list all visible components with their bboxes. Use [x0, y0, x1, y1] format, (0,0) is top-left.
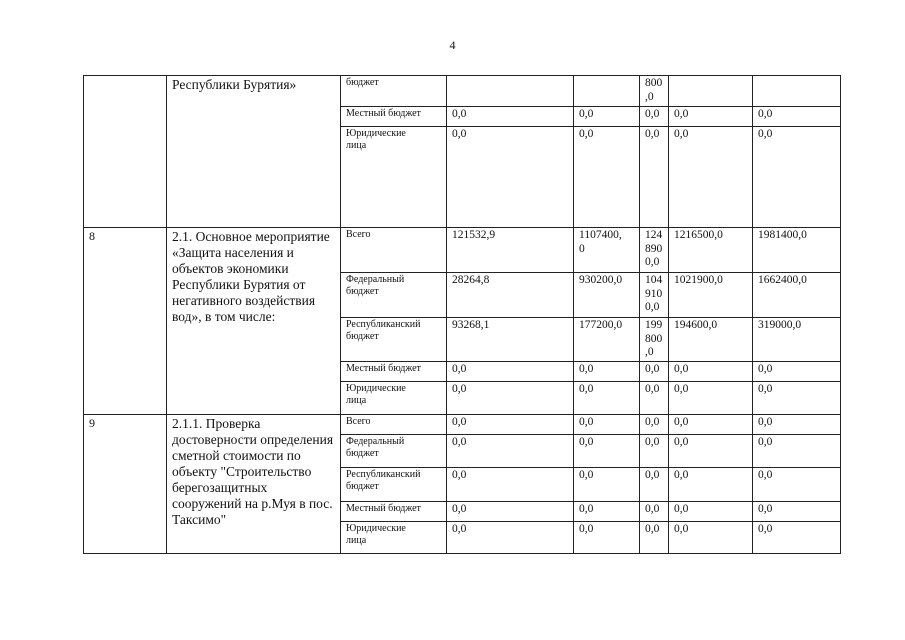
value-cell: 199 800 ,0: [640, 318, 669, 362]
value-cell: 194600,0: [669, 318, 753, 362]
budget-table: [83, 75, 841, 554]
funding-source: Юридические лица: [341, 382, 447, 415]
value-cell: 0,0: [753, 522, 841, 554]
value-cell: 0,0: [669, 502, 753, 522]
value-cell: 28264,8: [447, 273, 574, 318]
value-cell: 319000,0: [753, 318, 841, 362]
value-cell: 0,0: [574, 468, 640, 502]
table-row: [84, 228, 841, 273]
value-cell: 0,0: [753, 382, 841, 415]
value-cell: 0,0: [640, 362, 669, 382]
row-number: 9: [84, 415, 167, 554]
value-cell: 1021900,0: [669, 273, 753, 318]
value-cell: 0,0: [640, 382, 669, 415]
value-cell: 0,0: [753, 127, 841, 228]
value-cell: 0,0: [447, 468, 574, 502]
value-cell: 0,0: [447, 127, 574, 228]
value-cell: 0,0: [640, 415, 669, 435]
funding-source: Местный бюджет: [341, 502, 447, 522]
value-cell: [669, 76, 753, 107]
row-number: [84, 76, 167, 228]
value-cell: 0,0: [574, 435, 640, 468]
value-cell: 177200,0: [574, 318, 640, 362]
table-row: [84, 76, 841, 107]
value-cell: 0,0: [574, 415, 640, 435]
funding-source: Республиканский бюджет: [341, 318, 447, 362]
value-cell: 0,0: [669, 382, 753, 415]
value-cell: 0,0: [447, 522, 574, 554]
value-cell: 124 890 0,0: [640, 228, 669, 273]
value-cell: 0,0: [640, 435, 669, 468]
value-cell: 0,0: [640, 522, 669, 554]
value-cell: 0,0: [574, 362, 640, 382]
value-cell: 0,0: [669, 107, 753, 127]
value-cell: 0,0: [753, 415, 841, 435]
value-cell: 0,0: [753, 468, 841, 502]
value-cell: 0,0: [753, 107, 841, 127]
value-cell: 0,0: [447, 362, 574, 382]
value-cell: 0,0: [640, 468, 669, 502]
value-cell: 0,0: [574, 522, 640, 554]
funding-source: Всего: [341, 228, 447, 273]
value-cell: 0,0: [574, 107, 640, 127]
value-cell: 0,0: [447, 107, 574, 127]
value-cell: 0,0: [753, 502, 841, 522]
value-cell: 1981400,0: [753, 228, 841, 273]
funding-source: Федеральный бюджет: [341, 435, 447, 468]
value-cell: 0,0: [640, 502, 669, 522]
value-cell: 0,0: [753, 362, 841, 382]
value-cell: 0,0: [669, 362, 753, 382]
value-cell: 0,0: [669, 468, 753, 502]
value-cell: 0,0: [669, 522, 753, 554]
value-cell: 0,0: [640, 107, 669, 127]
funding-source: бюджет: [341, 76, 447, 107]
value-cell: 0,0: [447, 415, 574, 435]
value-cell: 104 910 0,0: [640, 273, 669, 318]
value-cell: 0,0: [669, 415, 753, 435]
activity-name: Республики Бурятия»: [167, 76, 341, 228]
value-cell: 930200,0: [574, 273, 640, 318]
value-cell: 0,0: [669, 127, 753, 228]
value-cell: 800 ,0: [640, 76, 669, 107]
value-cell: 0,0: [669, 435, 753, 468]
page-number: 4: [449, 38, 456, 52]
activity-name: 2.1.1. Проверка достоверности определения сметной стоимости по объекту "Строительство берегозащитных сооружений на р.Муя в пос. Таксимо": [167, 415, 341, 554]
value-cell: 0,0: [574, 502, 640, 522]
value-cell: 0,0: [574, 127, 640, 228]
value-cell: 1662400,0: [753, 273, 841, 318]
value-cell: 0,0: [753, 435, 841, 468]
table-row: [84, 415, 841, 435]
value-cell: 1107400, 0: [574, 228, 640, 273]
value-cell: 93268,1: [447, 318, 574, 362]
funding-source: Всего: [341, 415, 447, 435]
value-cell: 0,0: [447, 382, 574, 415]
value-cell: [447, 76, 574, 107]
funding-source: Местный бюджет: [341, 107, 447, 127]
funding-source: Местный бюджет: [341, 362, 447, 382]
value-cell: 0,0: [574, 382, 640, 415]
value-cell: [753, 76, 841, 107]
value-cell: 1216500,0: [669, 228, 753, 273]
value-cell: 0,0: [640, 127, 669, 228]
funding-source: Федеральный бюджет: [341, 273, 447, 318]
row-number: 8: [84, 228, 167, 415]
funding-source: Юридические лица: [341, 127, 447, 228]
value-cell: 0,0: [447, 502, 574, 522]
value-cell: 121532,9: [447, 228, 574, 273]
value-cell: [574, 76, 640, 107]
value-cell: 0,0: [447, 435, 574, 468]
funding-source: Республиканский бюджет: [341, 468, 447, 502]
funding-source: Юридические лица: [341, 522, 447, 554]
activity-name: 2.1. Основное мероприятие «Защита населения и объектов экономики Республики Бурятия от негативного воздействия вод», в том числе:: [167, 228, 341, 415]
